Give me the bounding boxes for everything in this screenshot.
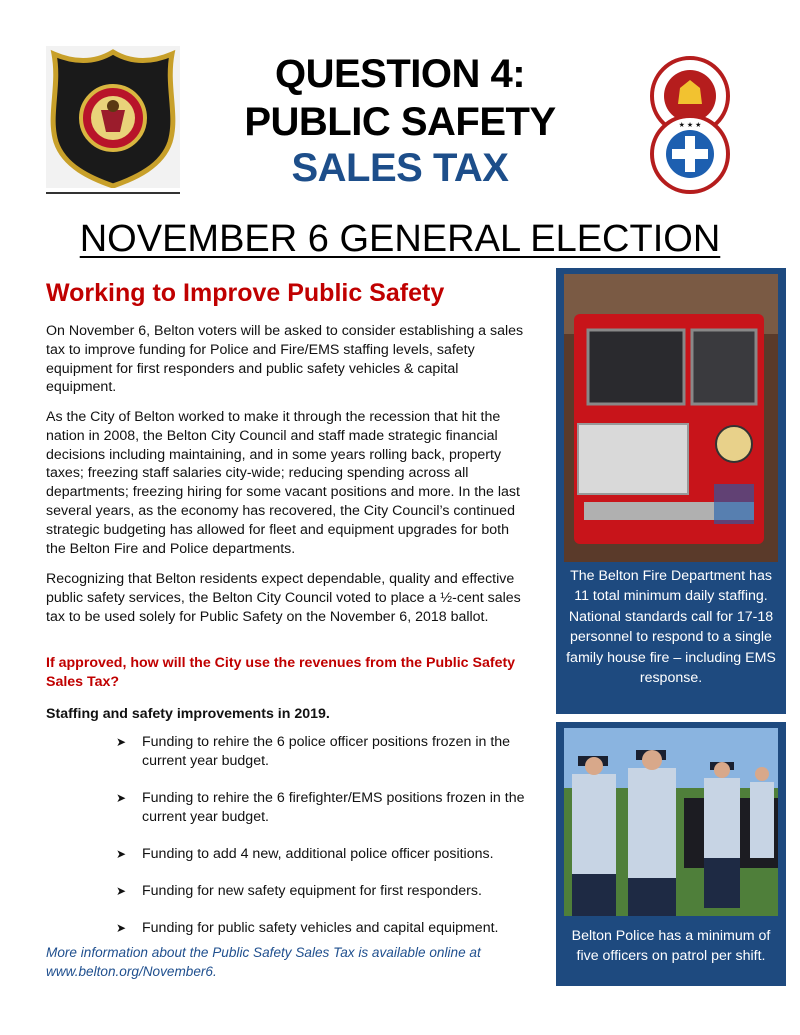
funding-list: [116, 733, 536, 956]
arrow-bullet-icon: ➤: [116, 884, 127, 898]
fire-caption: The Belton Fire Department has 11 total minimum daily staffing. National standards call for 17-18 personnel to respond to a single family house fire – including EMS response.: [566, 568, 776, 687]
title-line-3: SALES TAX: [291, 146, 509, 190]
fire-truck-photo: [564, 274, 778, 562]
question-heading: If approved, how will the City use the revenues from the Public Safety Sales Tax?: [46, 655, 516, 690]
badge-underline: [46, 192, 180, 194]
police-officers-photo: [564, 728, 778, 916]
list-item: ➤ Funding to add 4 new, additional police officer positions.: [116, 846, 494, 862]
paragraph-council-vote: Recognizing that Belton residents expect dependable, quality and effective public safety services, the Belton City Council voted to place a ½-cent sales tax to be used solely for Public Safety on the November 6, 2018 ballot.: [46, 571, 521, 625]
arrow-bullet-icon: ➤: [116, 921, 127, 935]
title-line-2: PUBLIC SAFETY: [244, 100, 556, 144]
list-item: ➤ Funding to rehire the 6 firefighter/EMS positions frozen in the current year budget.: [116, 790, 525, 825]
title-line-1: QUESTION 4:: [274, 52, 526, 96]
arrow-bullet-icon: ➤: [116, 847, 127, 861]
election-title: NOVEMBER 6 GENERAL ELECTION: [79, 218, 721, 260]
svg-text:★ ★ ★: ★ ★ ★: [678, 122, 702, 129]
list-item: ➤ Funding for public safety vehicles and capital equipment.: [116, 920, 499, 936]
arrow-bullet-icon: ➤: [116, 735, 127, 749]
paragraph-recession: As the City of Belton worked to make it through the recession that hit the nation in 2008, the Belton City Council and staff made strategic financial decisions including maintaining, and in some years rolling back, property taxes; freezing staff salaries city-wide; reducing spending across all departments; freezing hiring for some vacant positions and more. In the last several years, as the economy has recovered, the City Council’s continued strategic budgeting has allowed for fleet and equipment upgrades for both the Belton Fire and Police departments.: [46, 409, 520, 557]
paragraph-intro: On November 6, Belton voters will be asked to consider establishing a sales tax to improve funding for Police and Fire/EMS staffing levels, safety equipment for first responders and public safety vehicles & capital equipment.: [46, 323, 524, 396]
list-item: ➤ Funding to rehire the 6 police officer positions frozen in the current year budget.: [116, 734, 511, 769]
police-caption: Belton Police has a minimum of five officers on patrol per shift.: [571, 928, 771, 965]
staffing-heading: Staffing and safety improvements in 2019.: [46, 706, 330, 722]
list-item: ➤ Funding for new safety equipment for first responders.: [116, 883, 482, 899]
section-heading: Working to Improve Public Safety: [46, 279, 445, 307]
more-info-note: More information about the Public Safety Sales Tax is available online at www.belton.org/November6.: [46, 945, 481, 979]
arrow-bullet-icon: ➤: [116, 791, 127, 805]
